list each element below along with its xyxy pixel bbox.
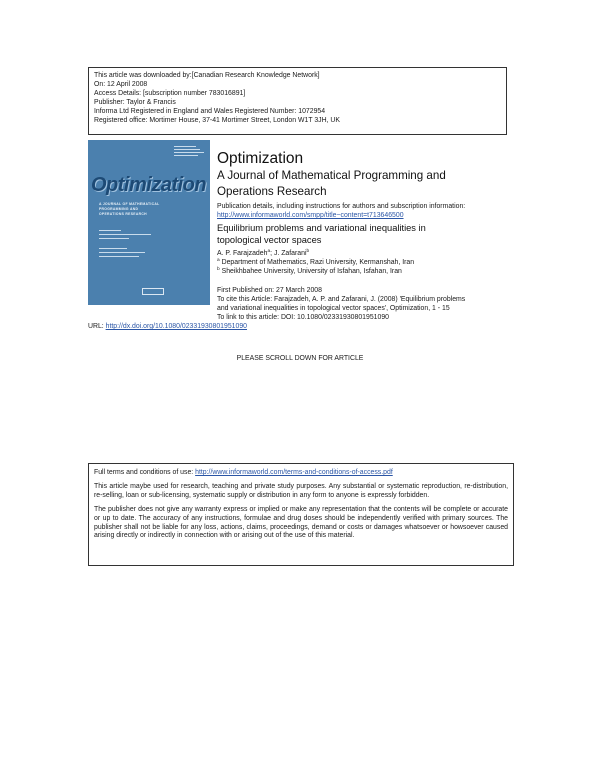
affiliation bbox=[217, 266, 402, 277]
notice-line: Informa Ltd Registered in England and Wales Registered Number: 1072954 bbox=[94, 107, 326, 115]
first-published: First Published on: 27 March 2008 bbox=[217, 287, 322, 294]
authors: A. P. Farajzadeh$^a$; J. Zafarani$^b$ bbox=[217, 249, 310, 257]
affiliation-text: Sheikhbahee University, University of Isfahan, Isfahan, Iran bbox=[221, 268, 402, 275]
affiliation-text: Department of Mathematics, Razi University, Kermanshah, Iran bbox=[221, 259, 415, 266]
publisher-logo bbox=[142, 288, 164, 295]
doi-link[interactable]: http://dx.doi.org/10.1080/02331930801951090 bbox=[105, 323, 248, 330]
terms-paragraph: This article maybe used for research, teaching and private study purposes. Any substantial or systematic reproduction, re-distribution, re-selling, loan or sub-licensing, systematic supply or distribution in any form to anyone is expressly forbidden. bbox=[94, 482, 508, 499]
journal-link[interactable]: http://www.informaworld.com/smpp/title~content=t713646500 bbox=[217, 212, 404, 219]
journal-title: Optimization bbox=[217, 150, 304, 167]
citation-text: To cite this Article: Farajzadeh, A. P. and Zafarani, J. (2008) 'Equilibrium problems bbox=[217, 296, 466, 303]
terms-link[interactable]: http://www.informaworld.com/terms-and-conditions-of-access.pdf bbox=[195, 469, 393, 476]
article-title: topological vector spaces bbox=[217, 235, 322, 245]
journal-cover-image bbox=[88, 140, 210, 305]
scroll-notice: PLEASE SCROLL DOWN FOR ARTICLE bbox=[236, 355, 364, 362]
citation-text: and variational inequalities in topological vector spaces', Optimization, 1 - 15 bbox=[217, 305, 450, 312]
publication-details: Publication details, including instructions for authors and subscription information: bbox=[217, 203, 466, 210]
notice-line: On: 12 April 2008 bbox=[94, 80, 148, 88]
cover-subtitle: PROGRAMMING AND bbox=[99, 207, 139, 211]
cover-subtitle: A JOURNAL OF MATHEMATICAL bbox=[99, 202, 160, 206]
doi-url-line bbox=[88, 323, 247, 332]
notice-line: This article was downloaded by:[Canadian Research Knowledge Network] bbox=[94, 72, 320, 79]
download-notice-box bbox=[88, 67, 507, 135]
notice-line: Registered office: Mortimer House, 37-41 Mortimer Street, London W1T 3JH, UK bbox=[94, 116, 340, 124]
author-name: A. P. Farajzadeh bbox=[217, 250, 268, 257]
journal-subtitle: A Journal of Mathematical Programming and bbox=[217, 169, 446, 182]
journal-subtitle: Operations Research bbox=[217, 185, 327, 198]
cover-logo: Optimization bbox=[91, 174, 207, 196]
cover-subtitle: OPERATIONS RESEARCH bbox=[99, 212, 147, 216]
doi-text: To link to this article: DOI: 10.1080/02331930801951090 bbox=[217, 314, 390, 321]
affiliation-mark: a bbox=[217, 258, 220, 263]
terms-paragraph: The publisher does not give any warranty express or implied or make any representation that the contents will be complete or accurate or up to date. The accuracy of any instructions, formulae and drug doses should be independently verified with primary sources. The publisher shall not be liable for any loss, actions, claims, proceedings, demand or costs or damages whatsoever or howsoever caused arising directly or indirectly in connection with or arising out of the use of this material. bbox=[94, 505, 508, 540]
author-affiliation-mark: a bbox=[267, 249, 271, 254]
author-affiliation-mark: b bbox=[306, 249, 310, 254]
terms-box bbox=[88, 463, 514, 566]
url-label: URL: bbox=[88, 323, 104, 330]
article-title: Equilibrium problems and variational inequalities in bbox=[217, 223, 426, 233]
affiliation-mark: b bbox=[217, 267, 220, 272]
author-name: J. Zafarani bbox=[273, 250, 307, 257]
notice-line: Publisher: Taylor & Francis bbox=[94, 98, 176, 106]
notice-line: Access Details: [subscription number 783016891] bbox=[94, 89, 246, 97]
terms-header bbox=[94, 469, 508, 478]
terms-prefix: Full terms and conditions of use: bbox=[94, 469, 194, 476]
